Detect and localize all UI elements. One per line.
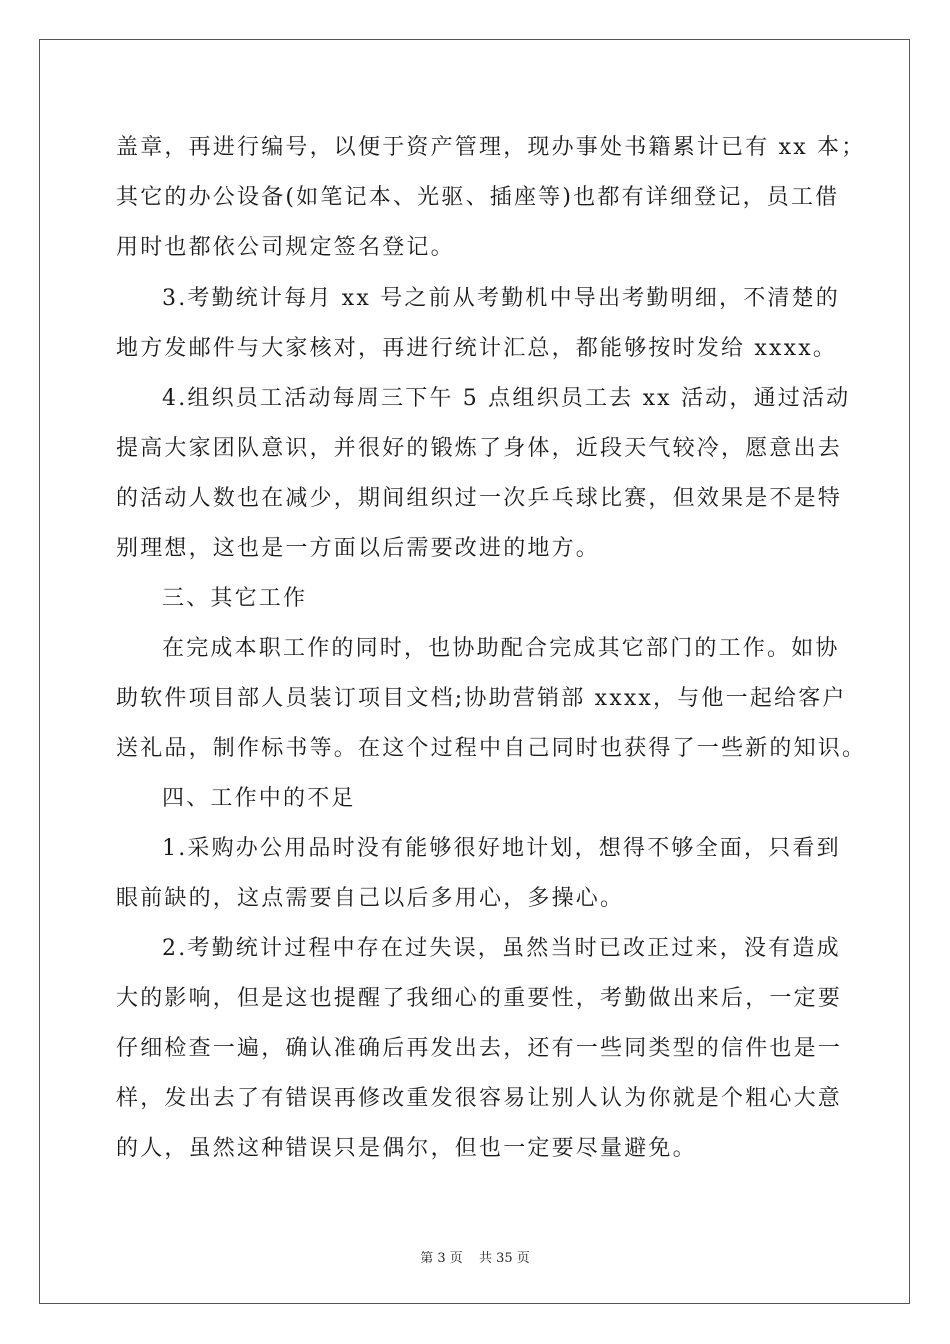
text-line-5: 地方发邮件与大家核对，再进行统计汇总，都能够按时发给 xxxx。 bbox=[116, 336, 838, 361]
text-line-21: 的人，虽然这种错误只是偶尔，但也一定要尽量避免。 bbox=[116, 1136, 697, 1161]
section-heading-other-work: 三、其它工作 bbox=[162, 586, 308, 611]
text-line-19: 仔细检查一遍，确认准确后再发出去，还有一些同类型的信件也是一 bbox=[116, 1036, 843, 1061]
text-line-20: 样，发出去了有错误再修改重发很容易让别人认为你就是个粗心大意 bbox=[116, 1086, 843, 1111]
current-page-label: 第 3 页 bbox=[420, 1251, 463, 1266]
text-line-7: 提高大家团队意识，并很好的锻炼了身体，近段天气较冷，愿意出去 bbox=[116, 436, 843, 461]
text-line-16: 眼前缺的，这点需要自己以后多用心，多操心。 bbox=[116, 886, 625, 911]
section-heading-shortcomings: 四、工作中的不足 bbox=[162, 786, 356, 811]
text-line-8: 的活动人数也在减少，期间组织过一次乒乓球比赛，但效果是不是特 bbox=[116, 486, 843, 511]
page-footer bbox=[0, 1247, 950, 1266]
total-pages-label: 共 35 页 bbox=[478, 1251, 530, 1266]
text-line-3: 用时也都依公司规定签名登记。 bbox=[116, 235, 455, 260]
text-line-15: 1.采购办公用品时没有能够很好地计划，想得不够全面，只看到 bbox=[162, 836, 841, 861]
text-line-6: 4.组织员工活动每周三下午 5 点组织员工去 xx 活动，通过活动 bbox=[162, 386, 851, 411]
text-line-2: 其它的办公设备(如笔记本、光驱、插座等)也都有详细登记，员工借 bbox=[116, 185, 840, 210]
text-line-18: 大的影响，但是这也提醒了我细心的重要性，考勤做出来后，一定要 bbox=[116, 986, 843, 1011]
text-line-1: 盖章，再进行编号，以便于资产管理，现办事处书籍累计已有 xx 本； bbox=[116, 135, 866, 160]
text-line-12: 助软件项目部人员装订项目文档;协助营销部 xxxx，与他一起给客户 bbox=[116, 686, 847, 711]
text-line-4: 3.考勤统计每月 xx 号之前从考勤机中导出考勤明细，不清楚的 bbox=[162, 286, 840, 311]
text-line-11: 在完成本职工作的同时，也协助配合完成其它部门的工作。如协 bbox=[162, 636, 840, 661]
text-line-13: 送礼品，制作标书等。在这个过程中自己同时也获得了一些新的知识。 bbox=[116, 736, 867, 761]
text-line-9: 别理想，这也是一方面以后需要改进的地方。 bbox=[116, 536, 601, 561]
text-line-17: 2.考勤统计过程中存在过失误，虽然当时已改正过来，没有造成 bbox=[162, 936, 841, 961]
